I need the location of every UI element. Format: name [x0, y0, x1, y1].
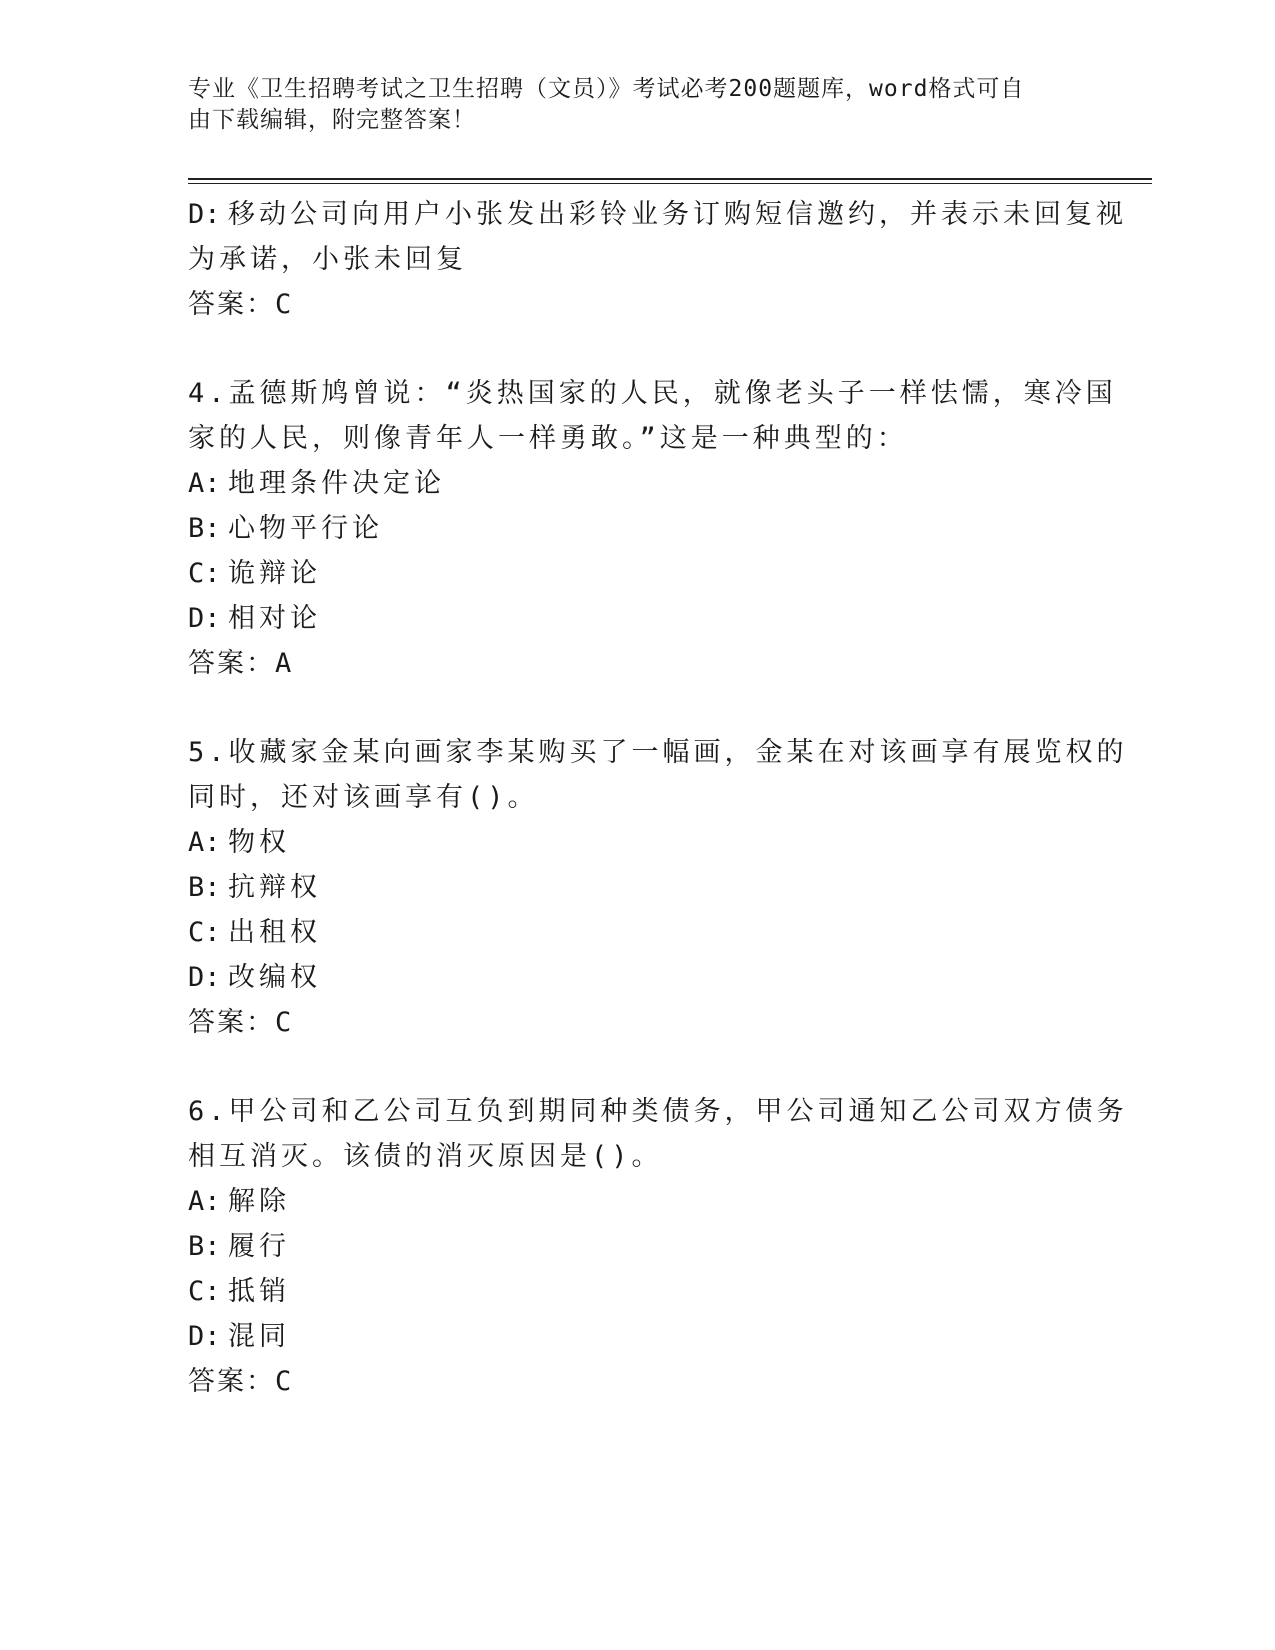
option-c — [188, 551, 1088, 596]
option-text: 出租权 — [228, 917, 321, 948]
option-letter: B: — [188, 1231, 221, 1262]
document-header — [188, 74, 1068, 136]
header-rule-thick — [188, 178, 1152, 180]
option-a — [188, 820, 1088, 865]
option-b — [188, 865, 1088, 910]
option-letter: D: — [188, 199, 221, 230]
option-d — [188, 955, 1088, 1000]
option-letter: A: — [188, 468, 221, 499]
option-text: 相对论 — [228, 603, 321, 634]
option-text: 移动公司向用户小张发出彩铃业务订购短信邀约，并表示未回复视 — [228, 199, 1127, 230]
option-text: 解除 — [228, 1186, 290, 1217]
option-letter: A: — [188, 827, 221, 858]
option-a — [188, 1179, 1088, 1224]
continued-question — [188, 192, 1127, 327]
answer-label: 答案： — [188, 648, 275, 679]
question-6 — [188, 1089, 1128, 1404]
question-4 — [188, 371, 1117, 686]
answer-value: C — [275, 1366, 294, 1397]
answer-label: 答案： — [188, 289, 275, 320]
answer-line — [188, 1000, 1088, 1045]
option-text: 混同 — [228, 1321, 290, 1352]
option-c — [188, 910, 1088, 955]
question-5 — [188, 730, 1128, 1045]
option-text: 抗辩权 — [228, 872, 321, 903]
option-letter: D: — [188, 1321, 221, 1352]
header-rule-thin — [188, 183, 1152, 184]
answer-value: C — [275, 289, 294, 320]
option-text: 心物平行论 — [228, 513, 383, 544]
option-text: 物权 — [228, 827, 290, 858]
question-text-line: 同时，还对该画享有()。 — [188, 782, 539, 813]
option-d — [188, 192, 1127, 237]
question-text-line: 家的人民，则像青年人一样勇敢。”这是一种典型的： — [188, 423, 908, 454]
option-text: 抵销 — [228, 1276, 290, 1307]
question-text-line: 6.甲公司和乙公司互负到期同种类债务，甲公司通知乙公司双方债务 — [188, 1096, 1128, 1127]
answer-line — [188, 282, 1088, 327]
option-text: 地理条件决定论 — [228, 468, 445, 499]
answer-value: C — [275, 1007, 294, 1038]
question-text-line: 相互消灭。该债的消灭原因是()。 — [188, 1141, 663, 1172]
answer-line — [188, 1359, 1088, 1404]
option-text: 诡辩论 — [228, 558, 321, 589]
option-text: 改编权 — [228, 962, 321, 993]
option-c — [188, 1269, 1088, 1314]
answer-value: A — [275, 648, 294, 679]
option-b — [188, 506, 1088, 551]
answer-label: 答案： — [188, 1007, 275, 1038]
answer-label: 答案： — [188, 1366, 275, 1397]
option-letter: C: — [188, 1276, 221, 1307]
option-d — [188, 1314, 1088, 1359]
option-letter: A: — [188, 1186, 221, 1217]
option-b — [188, 1224, 1088, 1269]
option-d-continued: 为承诺，小张未回复 — [188, 244, 467, 275]
header-line-2: 由下载编辑，附完整答案！ — [188, 107, 476, 133]
option-letter: D: — [188, 603, 221, 634]
option-text: 履行 — [228, 1231, 290, 1262]
option-letter: C: — [188, 558, 221, 589]
answer-line — [188, 641, 1088, 686]
option-letter: B: — [188, 513, 221, 544]
question-text-line: 5.收藏家金某向画家李某购买了一幅画，金某在对该画享有展览权的 — [188, 737, 1128, 768]
option-a — [188, 461, 1088, 506]
question-text-line: 4.孟德斯鸠曾说：“炎热国家的人民，就像老头子一样怯懦，寒冷国 — [188, 378, 1117, 409]
header-line-1: 专业《卫生招聘考试之卫生招聘（文员）》考试必考200题题库，word格式可自 — [188, 76, 1025, 102]
document-body — [188, 192, 1128, 1404]
option-letter: C: — [188, 917, 221, 948]
option-letter: B: — [188, 872, 221, 903]
option-letter: D: — [188, 962, 221, 993]
option-d — [188, 596, 1088, 641]
